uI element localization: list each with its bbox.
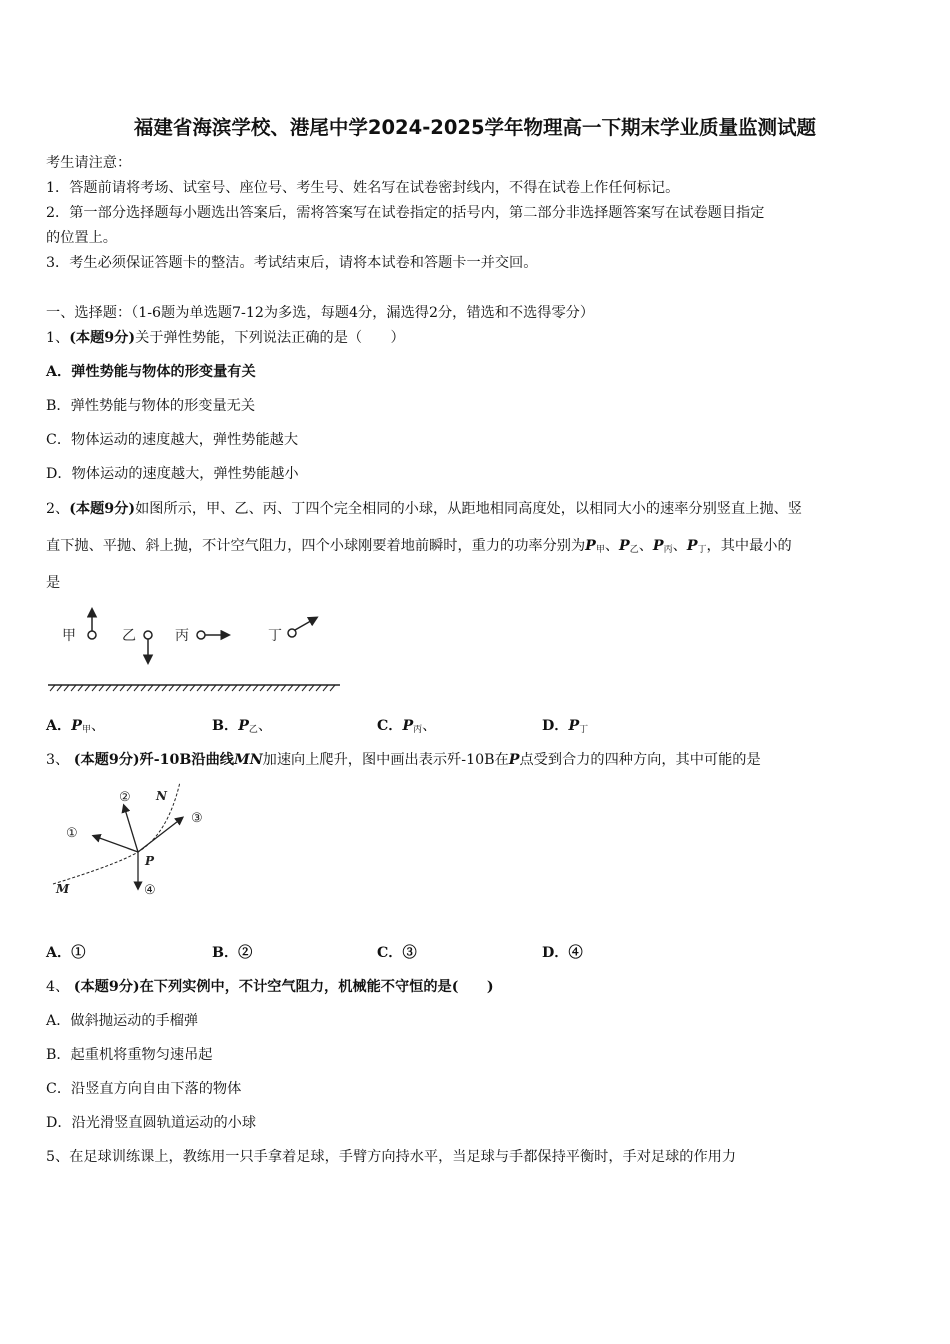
power-symbol: P — [619, 538, 630, 554]
separator: 、 — [672, 538, 687, 554]
option-a — [46, 715, 105, 735]
option-label: D． — [542, 718, 569, 734]
figure-label-jia: 甲 — [62, 628, 76, 644]
option-text: A．弹性势能与物体的形变量有关 — [46, 364, 256, 380]
power-symbol: P — [238, 718, 249, 734]
option-label: B． — [212, 718, 239, 734]
question-2-stem-line3: 是 — [46, 575, 61, 591]
question-2-figure — [40, 600, 350, 700]
option-a: A．① — [46, 945, 86, 961]
notice-item: 1．答题前请将考场、试室号、座位号、考生号、姓名写在试卷密封线内，不得在试卷上作任何标记。 — [46, 180, 680, 196]
subscript: 丙 — [413, 725, 423, 735]
question-text: 在下列实例中，不计空气阻力，机械能不守恒的是( ) — [139, 979, 494, 995]
label-2: ② — [119, 790, 131, 805]
option-c: C．③ — [377, 945, 417, 961]
question-number: 1、 — [46, 330, 70, 346]
curve-symbol: MN — [233, 752, 263, 768]
question-number: 2、 — [46, 501, 70, 517]
subscript: 丁 — [579, 725, 589, 735]
question-text: 加速向上爬升，图中画出表示歼-10B在 — [262, 752, 509, 768]
ball-yi — [144, 631, 152, 639]
question-number: 4、 — [46, 979, 70, 995]
question-text: 直下抛、平抛、斜上抛，不计空气阻力，四个小球刚要着地前瞬时，重力的功率分别为 — [46, 538, 586, 554]
question-4-option-b: B．起重机将重物匀速吊起 — [46, 1047, 213, 1063]
ball-jia — [88, 631, 96, 639]
option-text: D．物体运动的速度越大，弹性势能越小 — [46, 466, 299, 482]
question-3-stem — [46, 749, 761, 769]
separator: 、 — [257, 718, 273, 734]
label-n: N — [156, 789, 167, 803]
separator: 、 — [90, 718, 106, 734]
subscript: 丙 — [663, 545, 673, 555]
separator: 、 — [638, 538, 653, 554]
question-2-stem-line2 — [46, 535, 792, 555]
question-4-option-a: A．做斜抛运动的手榴弹 — [46, 1013, 199, 1029]
label-4: ④ — [144, 883, 156, 898]
option-text: C．物体运动的速度越大，弹性势能越大 — [46, 432, 299, 448]
force-arrow-1 — [94, 836, 138, 852]
question-1-option-b — [46, 395, 255, 415]
point-symbol: P — [508, 752, 520, 768]
question-2-stem-line1 — [46, 498, 802, 518]
label-p: P — [145, 854, 155, 868]
ball-bing — [197, 631, 205, 639]
power-symbol: P — [585, 538, 596, 554]
question-4-option-d: D．沿光滑竖直圆轨道运动的小球 — [46, 1115, 257, 1131]
question-points: (本题9分) — [73, 979, 140, 995]
separator: 、 — [422, 718, 437, 734]
option-label: C． — [377, 718, 403, 734]
question-text: 歼-10B沿曲线 — [139, 752, 234, 768]
label-3: ③ — [191, 811, 203, 826]
power-symbol: P — [71, 718, 82, 734]
subscript: 乙 — [248, 725, 258, 735]
option-d: D．④ — [542, 945, 583, 961]
notice-item: 的位置上。 — [46, 230, 117, 246]
power-symbol: P — [652, 538, 664, 554]
question-points: (本题9分) — [69, 501, 136, 517]
question-text: 点受到合力的四种方向，其中可能的是 — [519, 752, 761, 768]
figure-label-yi: 乙 — [122, 628, 136, 644]
option-c — [377, 715, 436, 735]
question-4-stem — [46, 976, 494, 996]
question-5-stem: 5、在足球训练课上，教练用一只手拿着足球，手臂方向持水平，当足球与手都保持平衡时，手对足球的作用力 — [46, 1149, 737, 1165]
ball-ding — [288, 629, 296, 637]
notice-item: 3．考生必须保证答题卡的整洁。考试结束后，请将本试卷和答题卡一并交回。 — [46, 255, 538, 271]
question-number: 3、 — [46, 752, 70, 768]
power-symbol: P — [568, 718, 580, 734]
figure-label-bing: 丙 — [175, 628, 189, 644]
label-1: ① — [66, 826, 78, 841]
ground-hatching — [50, 685, 335, 691]
option-b — [212, 715, 272, 735]
question-text: ，其中最小的 — [706, 538, 792, 554]
exam-title: 福建省海滨学校、港尾中学2024-2025学年物理高一下期末学业质量监测试题 — [133, 116, 817, 139]
question-1-option-c — [46, 429, 298, 449]
subscript: 甲 — [81, 725, 91, 735]
question-text: 关于弹性势能，下列说法正确的是（ ） — [135, 330, 405, 346]
subscript: 乙 — [629, 545, 639, 555]
section-heading: 一、选择题：（1-6题为单选题7-12为多选，每题4分，漏选得2分，错选和不选得零分） — [46, 305, 595, 321]
subscript: 甲 — [595, 545, 605, 555]
question-1-option-d — [46, 463, 299, 483]
option-b: B．② — [212, 945, 253, 961]
subscript: 丁 — [697, 545, 707, 555]
question-text: 如图所示，甲、乙、丙、丁四个完全相同的小球，从距地相同高度处，以相同大小的速率分别竖直上抛、竖 — [135, 501, 802, 517]
option-d — [542, 715, 588, 735]
force-arrow-3 — [138, 818, 182, 852]
question-points: (本题9分) — [73, 752, 140, 768]
question-3-figure — [48, 780, 218, 900]
option-label: A． — [46, 718, 72, 734]
question-1-option-a — [46, 361, 256, 381]
arrow-diagonal — [295, 618, 316, 630]
question-points: (本题9分) — [69, 330, 136, 346]
force-arrow-2 — [124, 806, 138, 852]
label-m: M — [56, 882, 70, 896]
power-symbol: P — [686, 538, 698, 554]
notice-heading: 考生请注意： — [46, 155, 132, 171]
notice-item: 2．第一部分选择题每小题选出答案后，需将答案写在试卷指定的括号内，第二部分非选择题答案写在试卷题目指定 — [46, 205, 765, 221]
separator: 、 — [604, 538, 620, 554]
figure-label-ding: 丁 — [268, 628, 282, 644]
question-1-stem — [46, 327, 405, 347]
option-text: B．弹性势能与物体的形变量无关 — [46, 398, 256, 414]
power-symbol: P — [402, 718, 414, 734]
question-4-option-c: C．沿竖直方向自由下落的物体 — [46, 1081, 242, 1097]
